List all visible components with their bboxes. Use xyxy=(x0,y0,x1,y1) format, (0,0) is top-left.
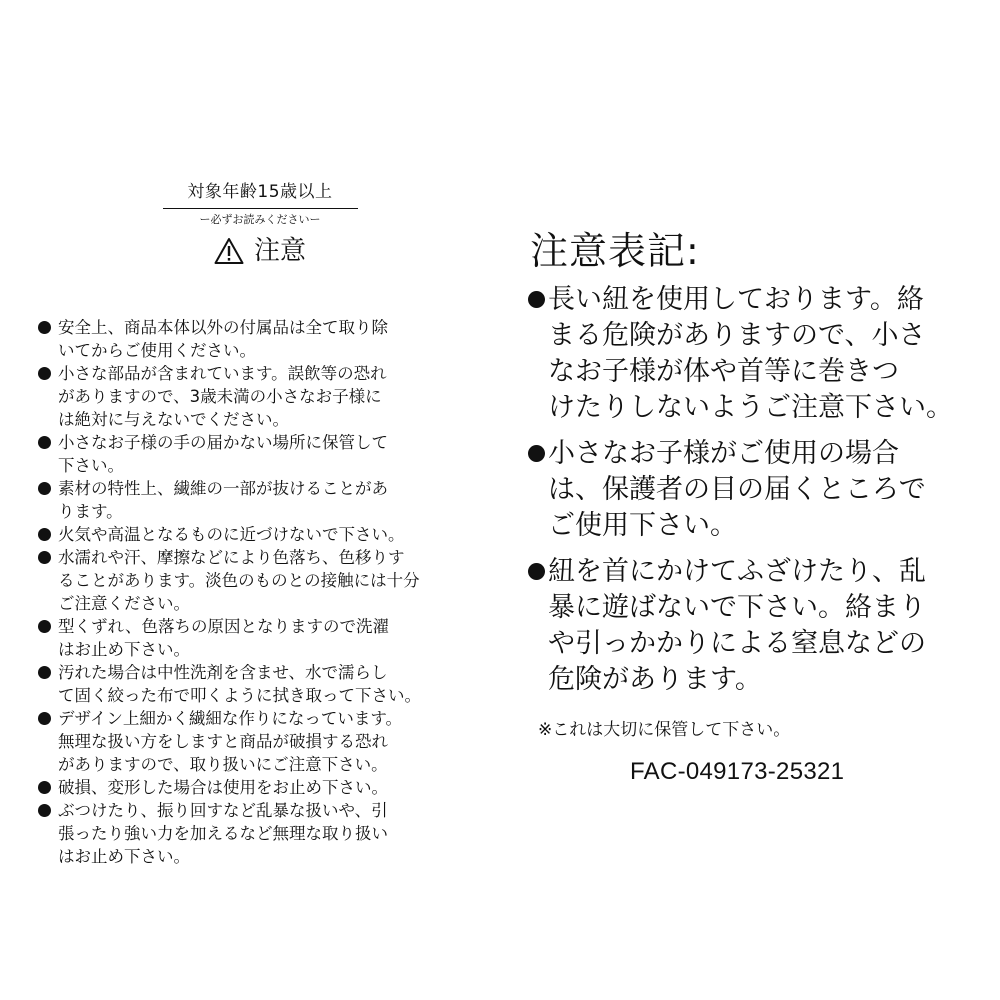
item-text: 破損、変形した場合は使用をお止め下さい。 xyxy=(58,778,388,797)
caution-heading xyxy=(160,233,360,269)
item-text: 下さい。 xyxy=(58,456,124,475)
read-note: ー必ずお読みくださいー xyxy=(199,213,321,226)
list-item xyxy=(524,282,984,426)
item-text: はお止め下さい。 xyxy=(58,640,190,659)
list-item xyxy=(36,661,486,707)
item-text: 小さな部品が含まれています。誤飲等の恐れ xyxy=(58,364,387,383)
bullet-icon xyxy=(38,666,51,679)
bullet-icon xyxy=(38,321,51,334)
bullet-icon xyxy=(38,712,51,725)
bullet-icon xyxy=(38,482,51,495)
item-text: 安全上、商品本体以外の付属品は全て取り除 xyxy=(58,318,388,337)
item-text: 水濡れや汗、摩擦などにより色落ち、色移りす xyxy=(58,548,405,567)
item-text: けたりしないようご注意下さい。 xyxy=(548,392,953,423)
list-item xyxy=(36,362,486,431)
list-item xyxy=(36,523,486,546)
header-divider xyxy=(163,208,358,209)
bullet-icon xyxy=(528,291,545,308)
item-text: ることがあります。淡色のものとの接触には十分 xyxy=(58,571,420,590)
keep-note: ※これは大切に保管して下さい。 xyxy=(538,720,791,740)
list-item xyxy=(524,436,984,544)
item-text: いてからご使用ください。 xyxy=(58,341,256,360)
item-text: ぶつけたり、振り回すなど乱暴な扱いや、引 xyxy=(58,801,388,820)
item-text: 汚れた場合は中性洗剤を含ませ、水で濡らし xyxy=(58,663,388,682)
item-text: は、保護者の目の届くところで xyxy=(548,474,926,505)
list-item xyxy=(36,615,486,661)
bullet-icon xyxy=(38,528,51,541)
item-text: 危険があります。 xyxy=(548,664,762,695)
list-item xyxy=(36,316,486,362)
item-text: がありますので、3歳未満の小さなお子様に xyxy=(58,387,382,406)
item-text: 火気や高温となるものに近づけないで下さい。 xyxy=(58,525,405,544)
item-text: は絶対に与えないでください。 xyxy=(58,410,289,429)
list-item xyxy=(36,776,486,799)
item-text: ご使用下さい。 xyxy=(548,510,737,541)
warning-triangle-icon xyxy=(214,237,244,265)
item-text: 小さなお子様がご使用の場合 xyxy=(548,438,899,469)
product-code: FAC-049173-25321 xyxy=(630,758,845,785)
bullet-icon xyxy=(528,445,545,462)
item-text: や引っかかりによる窒息などの xyxy=(548,628,926,659)
item-text: ります。 xyxy=(58,502,123,521)
item-text: 紐を首にかけてふざけたり、乱 xyxy=(548,556,926,587)
left-header xyxy=(160,180,360,269)
list-item xyxy=(36,546,486,615)
list-item xyxy=(36,799,486,868)
item-text: まる危険がありますので、小さ xyxy=(548,320,926,351)
bullet-icon xyxy=(38,551,51,564)
item-text: 長い紐を使用しております。絡 xyxy=(548,284,924,315)
item-text: なお子様が体や首等に巻きつ xyxy=(548,356,899,387)
bullet-icon xyxy=(38,781,51,794)
item-text: 暴に遊ばないで下さい。絡まり xyxy=(548,592,926,623)
item-text: ご注意ください。 xyxy=(58,594,190,613)
bullet-icon xyxy=(528,563,545,580)
list-item xyxy=(36,431,486,477)
item-text: 型くずれ、色落ちの原因となりますので洗濯 xyxy=(58,617,389,636)
item-text: 張ったり強い力を加えるなど無理な取り扱い xyxy=(58,824,388,843)
caution-list xyxy=(36,316,486,868)
target-age-label: 対象年齢15歳以上 xyxy=(187,182,333,202)
item-text: 小さなお子様の手の届かない場所に保管して xyxy=(58,433,388,452)
bullet-icon xyxy=(38,620,51,633)
item-text: て固く絞った布で叩くように拭き取って下さい。 xyxy=(58,686,421,705)
item-text: はお止め下さい。 xyxy=(58,847,190,866)
bullet-icon xyxy=(38,804,51,817)
item-text: 素材の特性上、繊維の一部が抜けることがあ xyxy=(58,479,388,498)
notice-title: 注意表記: xyxy=(530,229,700,273)
list-item xyxy=(36,477,486,523)
item-text: 無理な扱い方をしますと商品が破損する恐れ xyxy=(58,732,388,751)
bullet-icon xyxy=(38,436,51,449)
caution-title: 注意 xyxy=(253,236,306,266)
notice-list xyxy=(524,282,984,708)
list-item xyxy=(36,707,486,776)
item-text: デザイン上細かく繊細な作りになっています。 xyxy=(58,709,403,728)
list-item xyxy=(524,554,984,698)
bullet-icon xyxy=(38,367,51,380)
item-text: がありますので、取り扱いにご注意下さい。 xyxy=(58,755,388,774)
